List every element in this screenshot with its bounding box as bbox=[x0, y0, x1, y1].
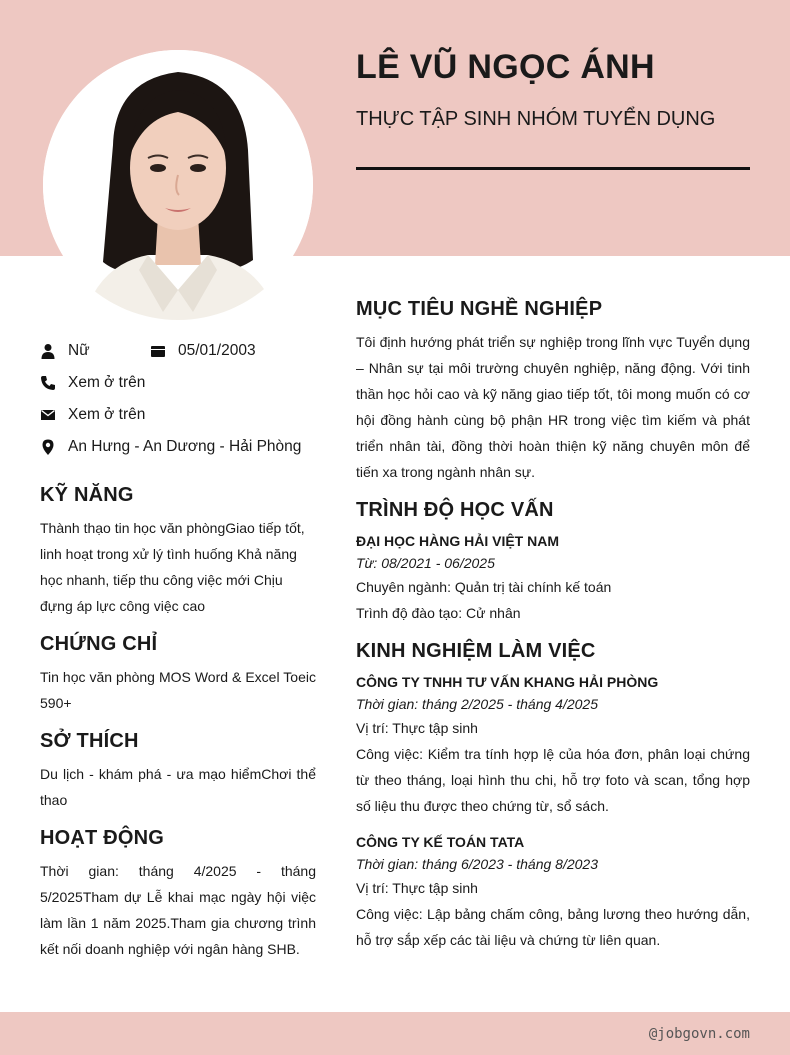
skills-text: Thành thạo tin học văn phòngGiao tiếp tốt, linh hoạt trong xử lý tình huống Khả năng học nhanh, tiếp thu công việc mới Chịu đựng áp lực công việc cao bbox=[40, 520, 305, 614]
education-period: Từ: 08/2021 - 06/2025 bbox=[356, 555, 495, 571]
job-entry bbox=[356, 671, 750, 819]
contact-birthdate bbox=[150, 342, 256, 360]
certificates-section bbox=[40, 633, 316, 716]
objective-section bbox=[356, 298, 750, 485]
job-duties: Công việc: Kiểm tra tính hợp lệ của hóa đơn, phân loại chứng từ theo tháng, loại hình thu chi, hỗ trợ foto và scan, tổng hợp số liệu thu được theo chứng từ, sổ sách. bbox=[356, 746, 750, 814]
education-major: Chuyên ngành: Quản trị tài chính kế toán bbox=[356, 579, 612, 595]
address-value: An Hưng - An Dương - Hải Phòng bbox=[68, 438, 302, 455]
right-column bbox=[356, 298, 750, 967]
job-position: Vị trí: Thực tập sinh bbox=[356, 720, 478, 736]
company-name: CÔNG TY TNHH TƯ VẤN KHANG HẢI PHÒNG bbox=[356, 674, 659, 690]
education-heading: TRÌNH ĐỘ HỌC VẤN bbox=[356, 499, 554, 521]
contact-address bbox=[40, 438, 301, 456]
objective-heading: MỤC TIÊU NGHỀ NGHIỆP bbox=[356, 298, 603, 320]
footer-watermark: @jobgovn.com bbox=[648, 1026, 750, 1042]
activities-text: Thời gian: tháng 4/2025 - tháng 5/2025Tham dự Lễ khai mạc ngày hội việc làm lần 1 năm 2025.Tham gia chương trình kết nối doanh nghiệp với ngân hàng SHB. bbox=[40, 863, 316, 957]
left-column bbox=[40, 484, 316, 976]
birthdate-value: 05/01/2003 bbox=[178, 342, 256, 359]
mail-icon bbox=[40, 407, 56, 423]
job-period: Thời gian: tháng 6/2023 - tháng 8/2023 bbox=[356, 856, 598, 872]
company-name: CÔNG TY KẾ TOÁN TATA bbox=[356, 834, 525, 850]
job-position: Vị trí: Thực tập sinh bbox=[356, 880, 478, 896]
phone-icon bbox=[40, 375, 56, 391]
contact-email bbox=[40, 406, 145, 424]
phone-value: Xem ở trên bbox=[68, 374, 146, 391]
profile-photo bbox=[43, 50, 313, 320]
title-divider bbox=[356, 167, 750, 170]
school-name: ĐẠI HỌC HÀNG HẢI VIỆT NAM bbox=[356, 533, 559, 549]
gender-value: Nữ bbox=[68, 342, 90, 359]
portrait-image bbox=[43, 50, 313, 320]
job-title: THỰC TẬP SINH NHÓM TUYỂN DỤNG bbox=[356, 108, 716, 130]
education-section bbox=[356, 499, 750, 626]
job-entry bbox=[356, 831, 750, 953]
contact-phone bbox=[40, 374, 145, 392]
contact-gender bbox=[40, 342, 90, 360]
job-period: Thời gian: tháng 2/2025 - tháng 4/2025 bbox=[356, 696, 598, 712]
activities-section bbox=[40, 827, 316, 962]
hobbies-heading: SỞ THÍCH bbox=[40, 730, 139, 752]
hobbies-section bbox=[40, 730, 316, 813]
calendar-icon bbox=[150, 343, 166, 359]
person-icon bbox=[40, 343, 56, 359]
certificates-text: Tin học văn phòng MOS Word & Excel Toeic 590+ bbox=[40, 669, 316, 711]
email-value: Xem ở trên bbox=[68, 406, 146, 423]
skills-heading: KỸ NĂNG bbox=[40, 484, 134, 506]
hobbies-text: Du lịch - khám phá - ưa mạo hiểmChơi thể thao bbox=[40, 766, 316, 808]
experience-heading: KINH NGHIỆM LÀM VIỆC bbox=[356, 640, 596, 662]
experience-section bbox=[356, 640, 750, 953]
job-duties: Công việc: Lập bảng chấm công, bảng lương theo hướng dẫn, hỗ trợ sắp xếp các tài liệu và chứng từ liên quan. bbox=[356, 906, 750, 948]
location-pin-icon bbox=[40, 439, 56, 455]
objective-text: Tôi định hướng phát triển sự nghiệp trong lĩnh vực Tuyển dụng – Nhân sự tại môi trường chuyên nghiệp, năng động. Với tinh thần học hỏi cao và kỹ năng giao tiếp tốt, tôi mong muốn có cơ hội đồng hành cùng bộ phận HR trong việc tìm kiếm và phát triển nhân tài, đồng thời hoàn thiện kỹ năng chuyên môn để tiến xa trong ngành nhân sự. bbox=[356, 334, 750, 480]
activities-heading: HOẠT ĐỘNG bbox=[40, 827, 165, 849]
education-degree: Trình độ đào tạo: Cử nhân bbox=[356, 605, 521, 621]
skills-section bbox=[40, 484, 316, 619]
certificates-heading: CHỨNG CHỈ bbox=[40, 633, 158, 655]
candidate-name: LÊ VŨ NGỌC ÁNH bbox=[356, 48, 655, 86]
